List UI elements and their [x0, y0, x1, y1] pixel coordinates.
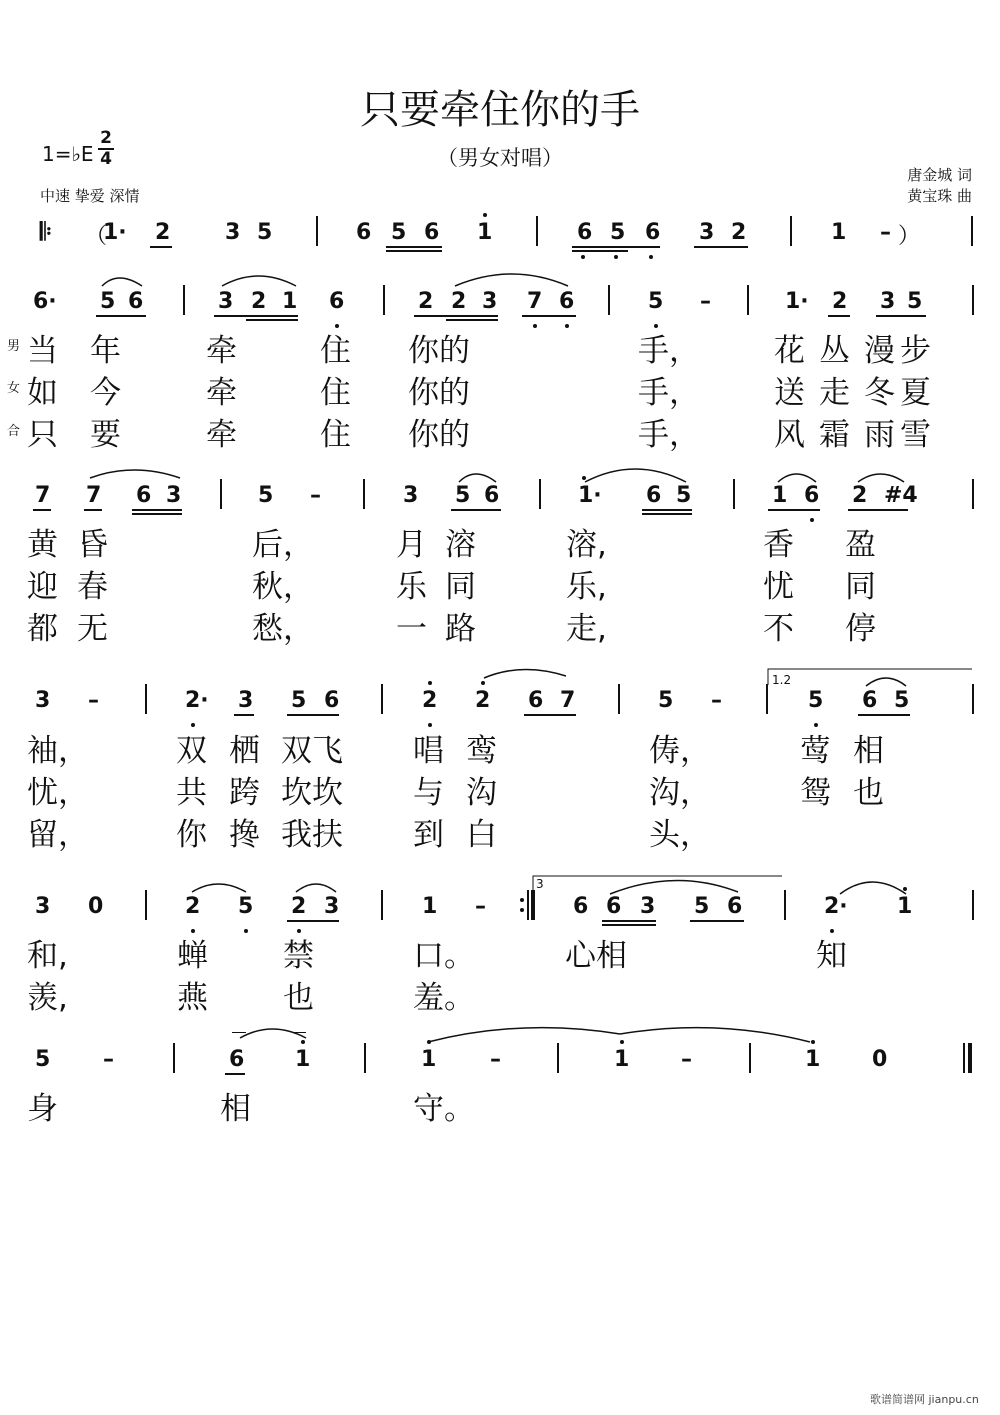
note: 2: [475, 688, 491, 713]
lyric: 鸾: [466, 733, 497, 769]
note: 7: [560, 688, 576, 713]
lyric: 你的: [408, 333, 470, 369]
note: –: [310, 483, 321, 508]
note: 1: [295, 1047, 311, 1072]
note: –: [475, 894, 486, 919]
note: 3: [403, 483, 419, 508]
lyric: 俦，: [649, 733, 711, 769]
lyric: 唱: [413, 733, 444, 769]
lyric: 羞。: [413, 980, 475, 1016]
lyric: 身: [27, 1091, 58, 1127]
volta-ending-label: 1.2: [772, 673, 792, 687]
note: 2: [291, 894, 307, 919]
note: 2·: [824, 894, 848, 919]
lyric: 与: [413, 775, 444, 811]
note: 5: [455, 483, 471, 508]
note: 5: [391, 220, 407, 245]
lyric: 昏: [77, 527, 108, 563]
lyric: 黄: [27, 527, 58, 563]
lyric: 和,: [27, 938, 68, 974]
key-signature: 1=♭E: [42, 142, 94, 166]
song-subtitle: （男女对唱）: [437, 146, 563, 170]
note: 5: [257, 220, 273, 245]
lyric: 跨: [229, 775, 260, 811]
note: 6: [606, 894, 622, 919]
note: 2: [852, 483, 868, 508]
note: 6: [356, 220, 372, 245]
lyric: 你的: [408, 375, 470, 411]
lyric: 走,: [566, 611, 607, 647]
lyric: 守。: [413, 1091, 475, 1127]
note: 3: [166, 483, 182, 508]
lyric: 相: [220, 1091, 251, 1127]
note: 6: [424, 220, 440, 245]
lyric: 手，: [638, 417, 700, 453]
lyric: 冬: [864, 375, 895, 411]
lyric: 你的: [408, 417, 470, 453]
note: 5: [808, 688, 824, 713]
lyric: 今: [90, 375, 121, 411]
note: 6: [646, 483, 662, 508]
lyric: 燕: [177, 980, 208, 1016]
lyric: 双: [176, 733, 207, 769]
lyric: 香: [763, 527, 794, 563]
lyric: 坎坎: [281, 775, 343, 811]
lyric: 路: [445, 611, 476, 647]
role-label-male: 男: [7, 339, 21, 354]
lyric: 霜: [819, 417, 850, 453]
lyric: 夏: [900, 375, 931, 411]
lyric: 住: [320, 333, 351, 369]
note: 3: [35, 688, 51, 713]
note: 1·: [785, 289, 809, 314]
note: 6: [727, 894, 743, 919]
lyric: 也: [283, 980, 314, 1016]
note: 1: [772, 483, 788, 508]
lyric: 沟: [466, 775, 497, 811]
note: 2: [451, 289, 467, 314]
lyric: 共: [176, 775, 207, 811]
lyric: 你: [176, 817, 207, 853]
note: 1·: [578, 483, 602, 508]
lyric: 到: [413, 817, 444, 853]
note: 5: [894, 688, 910, 713]
time-sig-top: 2: [100, 128, 112, 148]
site-watermark: 歌谱简谱网 jianpu.cn: [870, 1393, 979, 1406]
note: 3: [880, 289, 896, 314]
lyric: 莺: [800, 733, 831, 769]
lyricist-credit: 唐金城 词: [907, 166, 972, 184]
note: 6: [559, 289, 575, 314]
tempo-marking: 中速 挚爱 深情: [40, 187, 140, 205]
lyric: 忧，: [27, 775, 89, 811]
note: 1: [282, 289, 298, 314]
lyric: 后，: [252, 527, 314, 563]
note: 5: [907, 289, 923, 314]
lyric: 搀: [229, 817, 260, 853]
note: 2: [422, 688, 438, 713]
note: 2: [418, 289, 434, 314]
lyric: 白: [466, 817, 497, 853]
lyric: 丛: [819, 333, 850, 369]
note: 3: [324, 894, 340, 919]
lyric: 溶: [445, 527, 476, 563]
lyric: 心相: [565, 938, 627, 974]
lyric: 当: [27, 333, 58, 369]
note: 5: [610, 220, 626, 245]
lyric: 手，: [638, 375, 700, 411]
note: 1: [614, 1047, 630, 1072]
note: –: [700, 289, 711, 314]
lyric: 停: [845, 611, 876, 647]
volta-ending-label: 3: [536, 877, 544, 891]
note: –: [490, 1047, 501, 1072]
song-title: 只要牵住你的手: [360, 87, 640, 133]
note: 1: [831, 220, 847, 245]
note: 6: [528, 688, 544, 713]
note: –: [880, 220, 891, 245]
lyric: 不: [763, 611, 794, 647]
note: 1: [805, 1047, 821, 1072]
lyric: 牵: [206, 333, 237, 369]
note: 1·: [103, 220, 127, 245]
lyric: 雨: [864, 417, 895, 453]
note: #4: [884, 483, 918, 508]
lyric: 要: [90, 417, 121, 453]
note: 3: [218, 289, 234, 314]
note: 3: [225, 220, 241, 245]
lyric: 住: [320, 417, 351, 453]
note: 3: [482, 289, 498, 314]
lyric: 如: [27, 375, 58, 411]
lyric: 忧: [763, 569, 794, 605]
lyric: 都: [27, 611, 58, 647]
lyric: 月: [396, 527, 427, 563]
note: 2: [185, 894, 201, 919]
lyric: 步: [900, 333, 931, 369]
note: 3: [699, 220, 715, 245]
note: 6·: [33, 289, 57, 314]
lyric: 双飞: [281, 733, 343, 769]
note: 6: [577, 220, 593, 245]
note: 2: [832, 289, 848, 314]
note: 6: [645, 220, 661, 245]
lyric: 愁，: [252, 611, 314, 647]
note: 5: [658, 688, 674, 713]
lyric: 同: [845, 569, 876, 605]
lyric: 走: [819, 375, 850, 411]
note: 5: [238, 894, 254, 919]
note: 5: [258, 483, 274, 508]
note: 3: [35, 894, 51, 919]
note: 7: [527, 289, 543, 314]
note: 6: [329, 289, 345, 314]
lyric: 头，: [649, 817, 711, 853]
note: 6: [128, 289, 144, 314]
note: 0: [872, 1047, 888, 1072]
lyric: 住: [320, 375, 351, 411]
note: 1: [477, 220, 493, 245]
lyric: 一: [396, 611, 427, 647]
lyric: 雪: [900, 417, 931, 453]
note: 6: [324, 688, 340, 713]
note: 7: [86, 483, 102, 508]
note: 5: [35, 1047, 51, 1072]
lyric: 袖，: [27, 733, 89, 769]
lyric: 牵: [206, 375, 237, 411]
note: 1: [897, 894, 913, 919]
lyric: 牵: [206, 417, 237, 453]
note: 6: [136, 483, 152, 508]
lyric: 我扶: [281, 817, 343, 853]
note: 5: [291, 688, 307, 713]
note: 2·: [185, 688, 209, 713]
role-label-female: 女: [7, 381, 21, 396]
intro-paren-open: （: [85, 224, 108, 249]
time-sig-bottom: 4: [100, 149, 112, 169]
note: 2: [251, 289, 267, 314]
lyric: 相: [853, 733, 884, 769]
lyric: 送: [774, 375, 805, 411]
note: 5: [648, 289, 664, 314]
lyric: 同: [445, 569, 476, 605]
lyric: 乐,: [566, 569, 607, 605]
lyric: 秋，: [252, 569, 314, 605]
lyric: 手，: [638, 333, 700, 369]
note: 6: [573, 894, 589, 919]
lyric: 留，: [27, 817, 89, 853]
note: 5: [676, 483, 692, 508]
note: 6: [484, 483, 500, 508]
lyric: 无: [77, 611, 108, 647]
note: 3: [238, 688, 254, 713]
lyric: 鸳: [800, 775, 831, 811]
note: –: [711, 688, 722, 713]
lyric: 溶,: [566, 527, 607, 563]
lyric: 风: [774, 417, 805, 453]
lyric: 知: [816, 938, 847, 974]
repeat-start-sign: 𝄆: [40, 218, 52, 246]
note: 1: [422, 894, 438, 919]
note: 6: [229, 1047, 245, 1072]
note: 2: [155, 220, 171, 245]
lyric: 只: [27, 417, 58, 453]
lyric: 花: [774, 333, 805, 369]
lyric: 漫: [864, 333, 895, 369]
lyric: 禁: [283, 938, 314, 974]
note: 7: [35, 483, 51, 508]
lyric: 春: [77, 569, 108, 605]
composer-credit: 黄宝珠 曲: [907, 187, 972, 205]
note: –: [681, 1047, 692, 1072]
note: 0: [88, 894, 104, 919]
lyric: 迎: [27, 569, 58, 605]
note: 5: [100, 289, 116, 314]
note: 5: [694, 894, 710, 919]
lyric: 年: [90, 333, 121, 369]
note: 2: [731, 220, 747, 245]
note: 1: [421, 1047, 437, 1072]
note: –: [103, 1047, 114, 1072]
lyric: 盈: [845, 527, 876, 563]
note: 6: [862, 688, 878, 713]
lyric: 沟，: [649, 775, 711, 811]
lyric: 羡,: [27, 980, 68, 1016]
note: 3: [640, 894, 656, 919]
note: –: [88, 688, 99, 713]
lyric: 也: [853, 775, 884, 811]
lyric: 蝉: [177, 938, 208, 974]
lyric: 乐: [396, 569, 427, 605]
role-label-chorus: 合: [7, 424, 21, 439]
lyric: 口。: [413, 938, 475, 974]
intro-paren-close: ）: [898, 224, 921, 249]
note: 6: [804, 483, 820, 508]
lyric: 栖: [229, 733, 260, 769]
